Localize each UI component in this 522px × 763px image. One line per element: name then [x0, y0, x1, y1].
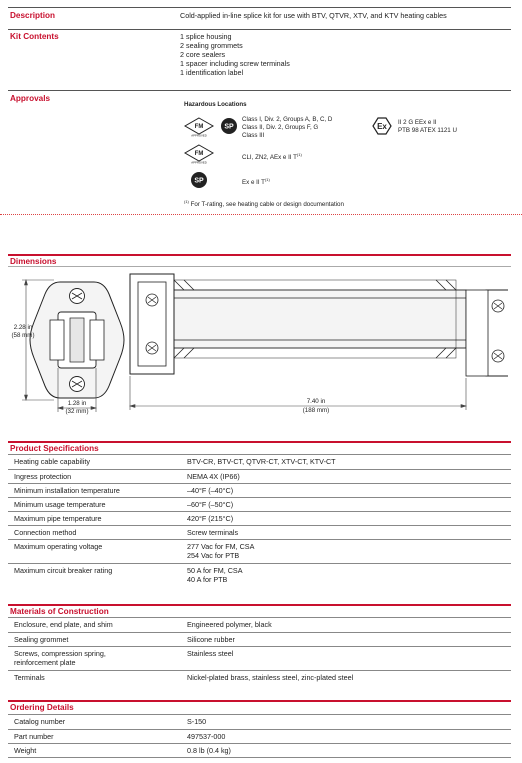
footnote-marker: (1)	[184, 199, 189, 204]
csa-logo	[220, 117, 238, 140]
spec-label: Minimum installation temperature	[14, 486, 120, 495]
dimensions-underline	[8, 266, 511, 267]
spec-value: 50 A for FM, CSA	[187, 566, 243, 575]
csa-logo-text: SP	[224, 123, 234, 131]
row-divider	[8, 714, 511, 715]
ordering-value: S-150	[187, 717, 207, 726]
approvals-footnote	[184, 198, 344, 209]
height-inches-label: 2.28 in	[13, 324, 33, 331]
ordering-value: 0.8 lb (0.4 kg)	[187, 746, 231, 755]
material-label: Enclosure, end plate, and shim	[14, 620, 113, 629]
row-divider	[8, 646, 511, 647]
spec-label: Maximum pipe temperature	[14, 514, 102, 523]
fm-logo-text: FM	[194, 151, 204, 157]
approvals-rule	[8, 90, 511, 91]
fm-logo-text: FM	[194, 124, 204, 130]
end-view-housing	[30, 282, 124, 398]
product-specs-rule	[8, 441, 511, 443]
row-divider	[8, 617, 511, 618]
material-label: Terminals	[14, 673, 45, 682]
row-divider	[8, 539, 511, 540]
spec-value: 277 Vac for FM, CSA	[187, 542, 255, 551]
ordering-value: 497537-000	[187, 732, 226, 741]
materials-rule	[8, 604, 511, 606]
kit-item: 2 core sealers	[180, 50, 226, 59]
fm-logo-subtext: APPROVED	[191, 160, 207, 164]
height-mm-label: (58 mm)	[11, 332, 35, 339]
spec-value: Screw terminals	[187, 528, 239, 537]
material-label: Sealing grommet	[14, 635, 69, 644]
row-divider	[8, 563, 511, 564]
material-value: Stainless steel	[187, 649, 234, 658]
fm-csa-line: Class I, Div. 2, Groups A, B, C, D	[242, 116, 333, 123]
side-view-splice	[130, 274, 508, 376]
spec-label: Maximum circuit breaker rating	[14, 566, 113, 575]
fm-zone-text: CLI, ZN2, AEx e II T	[242, 154, 297, 162]
kit-item: 1 spacer including screw terminals	[180, 59, 290, 68]
hazardous-locations-title: Hazardous Locations	[184, 101, 247, 108]
width-mm-label: (32 mm)	[65, 408, 89, 415]
product-specs-heading: Product Specifications	[10, 444, 99, 453]
row-divider	[8, 511, 511, 512]
fm-approved-logo	[184, 144, 214, 169]
spec-value: NEMA 4X (IP66)	[187, 472, 240, 481]
kit-contents-heading: Kit Contents	[10, 32, 59, 41]
kit-item: 2 sealing grommets	[180, 41, 243, 50]
kit-item: 1 splice housing	[180, 32, 232, 41]
row-divider	[8, 757, 511, 758]
row-divider	[8, 670, 511, 671]
kit-rule	[8, 29, 511, 30]
width-inches-label: 1.28 in	[67, 400, 87, 407]
description-heading: Description	[10, 11, 56, 20]
footnote-text: For T-rating, see heating cable or design documentation	[190, 201, 344, 209]
approvals-heading: Approvals	[10, 94, 51, 103]
materials-heading: Materials of Construction	[10, 607, 109, 616]
atex-line: PTB 98 ATEX 1121 U	[398, 127, 457, 134]
row-divider	[8, 632, 511, 633]
ordering-label: Catalog number	[14, 717, 66, 726]
spec-value: –60°F (–50°C)	[187, 500, 234, 509]
row-divider	[8, 729, 511, 730]
fm-csa-line: Class III	[242, 132, 265, 139]
csa-logo	[190, 171, 208, 194]
spec-label: Heating cable capability	[14, 457, 90, 466]
material-value: Nickel-plated brass, stainless steel, zinc-plated steel	[187, 673, 354, 682]
material-value: Engineered polymer, black	[187, 620, 272, 629]
spec-value: 254 Vac for PTB	[187, 551, 240, 560]
csa-zone-rating	[242, 176, 270, 187]
csa-zone-footnote-ref: (1)	[264, 177, 270, 182]
dimensions-rule	[8, 254, 511, 256]
spec-value: 40 A for PTB	[187, 575, 228, 584]
top-rule	[8, 7, 511, 8]
material-label: reinforcement plate	[14, 658, 76, 667]
spec-label: Maximum operating voltage	[14, 542, 103, 551]
material-label: Screws, compression spring,	[14, 649, 106, 658]
row-divider	[8, 469, 511, 470]
kit-item: 1 identification label	[180, 68, 244, 77]
fm-approved-logo	[184, 117, 214, 142]
spec-value: 420°F (215°C)	[187, 514, 234, 523]
row-divider	[8, 525, 511, 526]
atex-line: II 2 G EEx e II	[398, 119, 437, 126]
row-divider	[8, 483, 511, 484]
fm-zone-footnote-ref: (1)	[296, 152, 302, 157]
csa-logo-text: SP	[194, 177, 204, 185]
dimensions-heading: Dimensions	[10, 257, 57, 266]
ordering-heading: Ordering Details	[10, 703, 74, 712]
page-break-divider	[0, 214, 522, 216]
ex-logo-text: Ex	[377, 122, 387, 131]
row-divider	[8, 497, 511, 498]
spec-value: BTV-CR, BTV-CT, QTVR-CT, XTV-CT, KTV-CT	[187, 457, 336, 466]
length-mm-label: (188 mm)	[302, 407, 330, 414]
ex-logo	[372, 117, 392, 140]
spec-label: Connection method	[14, 528, 77, 537]
row-divider	[8, 743, 511, 744]
ordering-label: Weight	[14, 746, 37, 755]
spec-label: Minimum usage temperature	[14, 500, 106, 509]
ordering-rule	[8, 700, 511, 702]
length-inches-label: 7.40 in	[306, 398, 326, 405]
spec-label: Ingress protection	[14, 472, 72, 481]
ordering-label: Part number	[14, 732, 54, 741]
spec-value: –40°F (–40°C)	[187, 486, 234, 495]
row-divider	[8, 454, 511, 455]
material-value: Silicone rubber	[187, 635, 235, 644]
csa-zone-text: Ex e II T	[242, 179, 265, 187]
description-text: Cold-applied in-line splice kit for use with BTV, QTVR, XTV, and KTV heating cables	[180, 11, 447, 20]
fm-csa-line: Class II, Div. 2, Groups F, G	[242, 124, 319, 131]
fm-zone-rating	[242, 151, 302, 162]
fm-logo-subtext: APPROVED	[191, 133, 207, 137]
